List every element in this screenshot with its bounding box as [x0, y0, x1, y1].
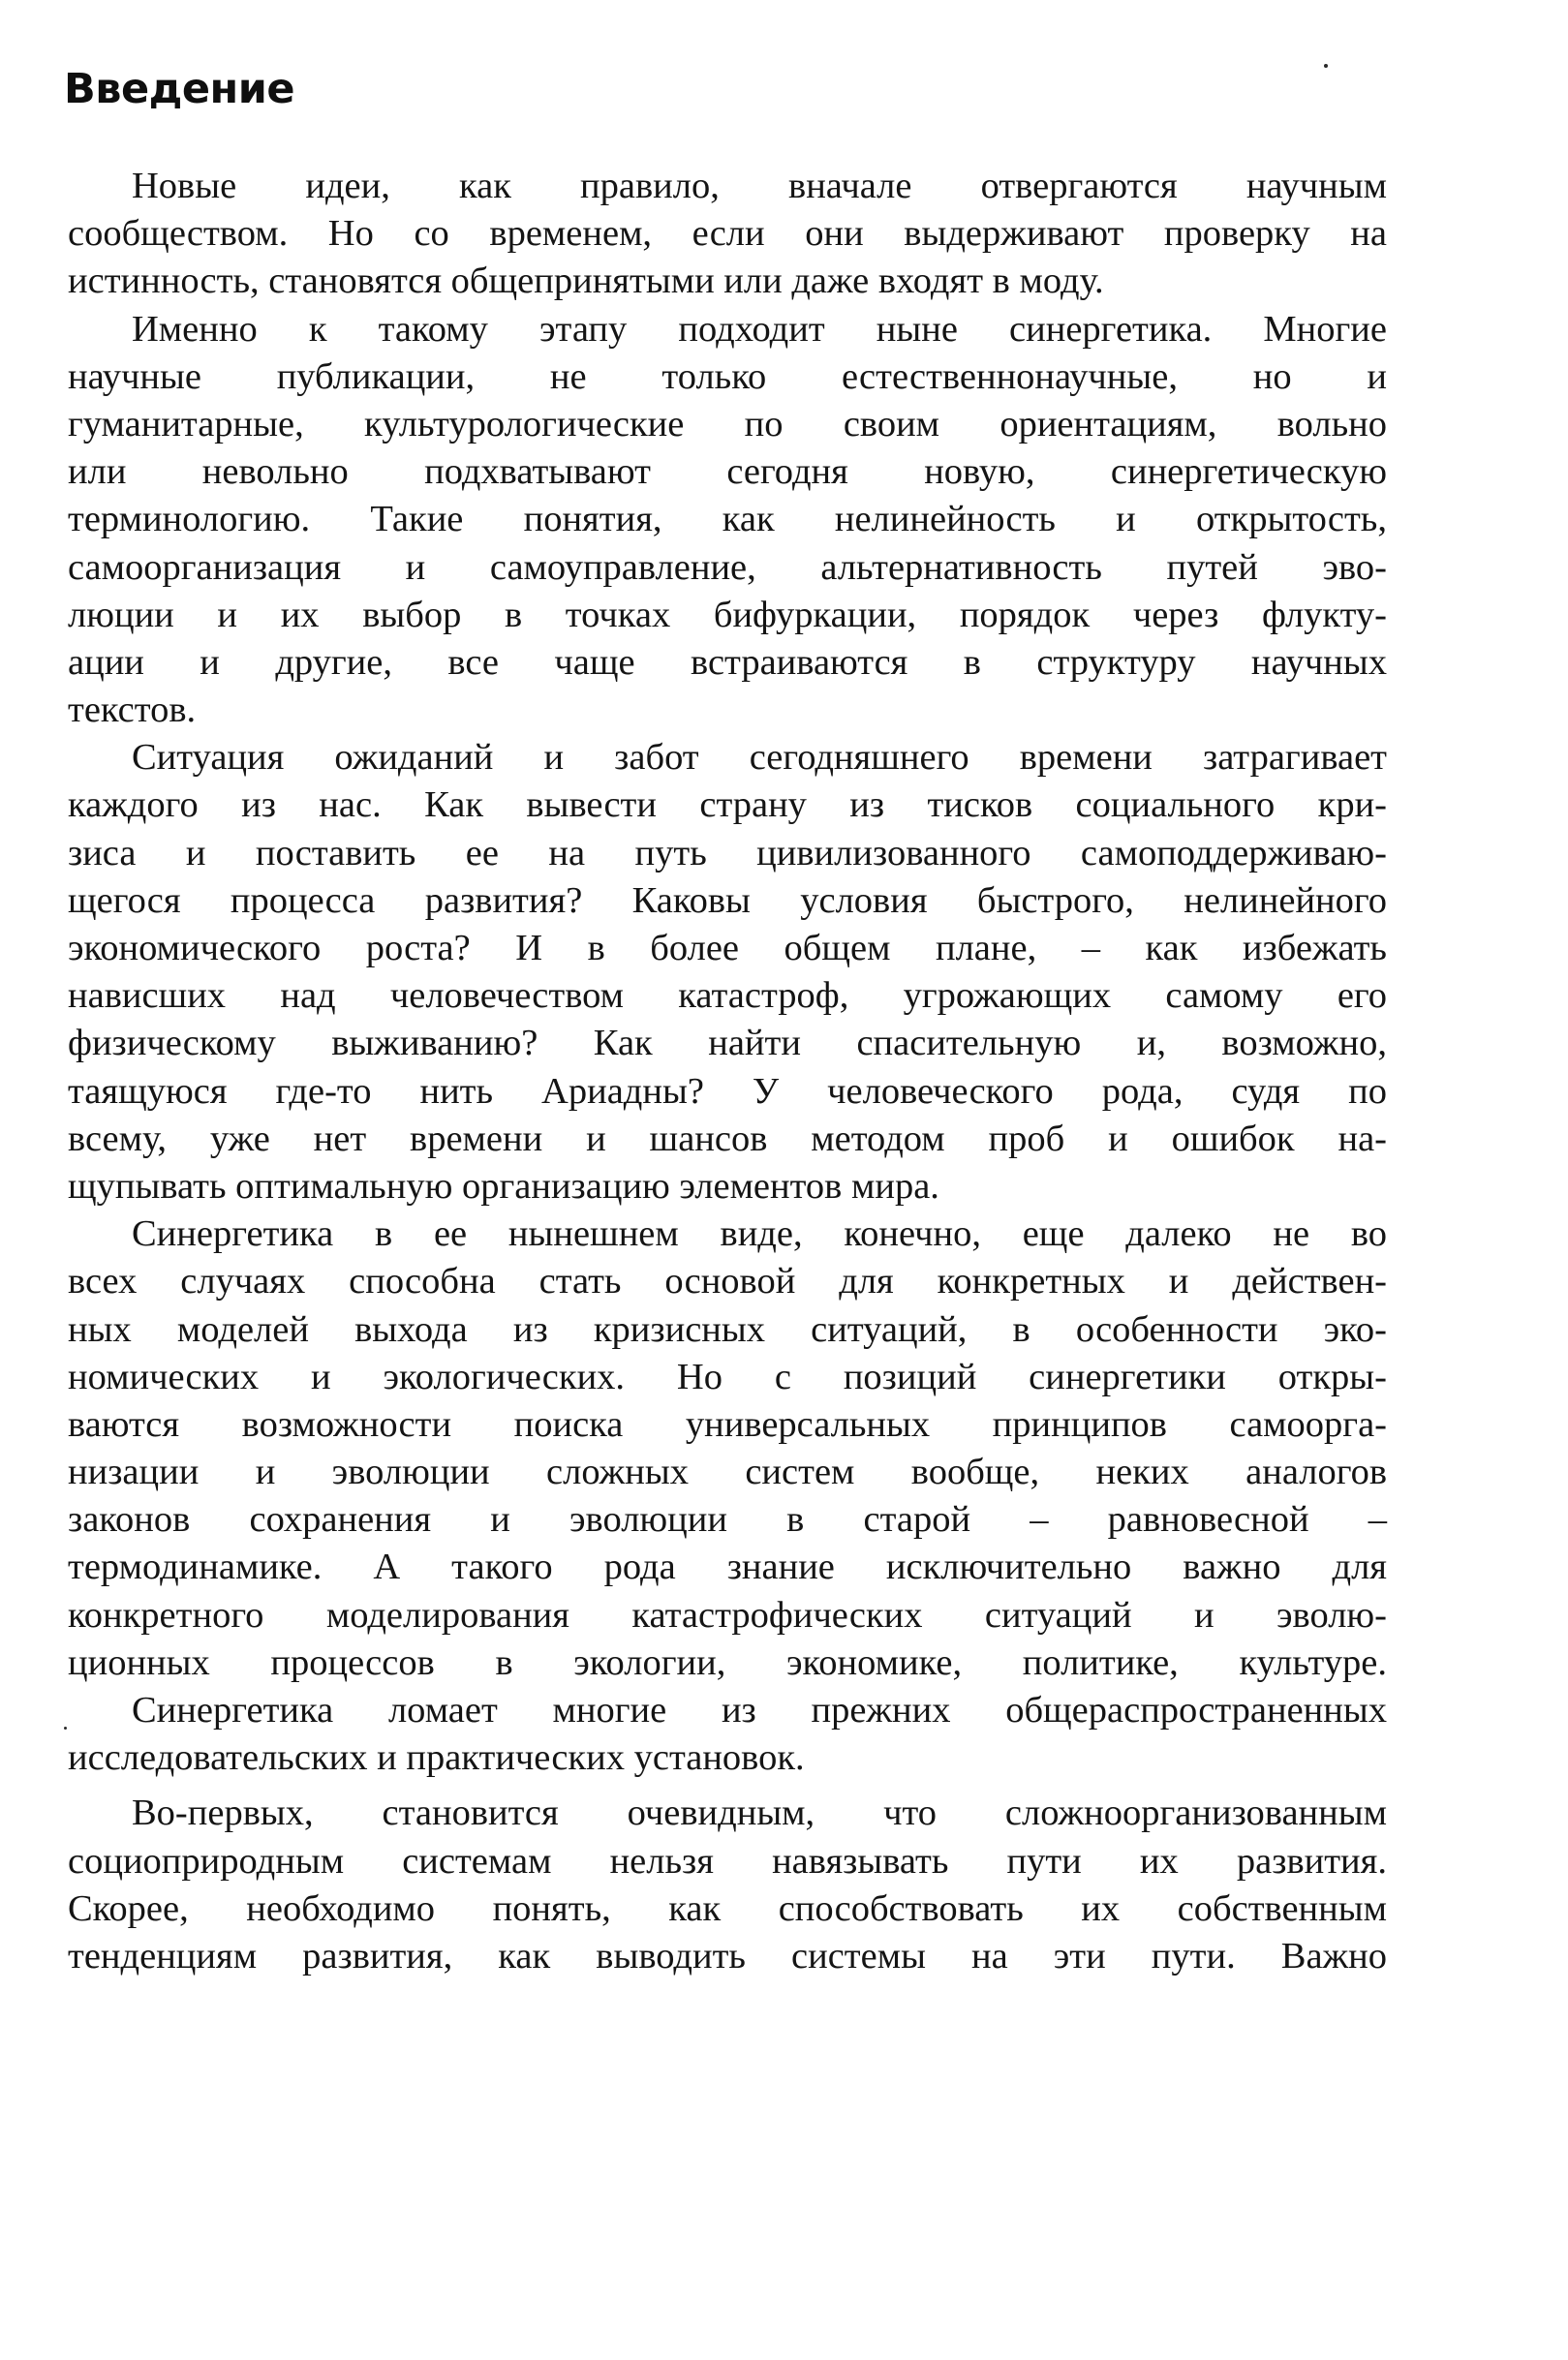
paragraph: [68, 1211, 1387, 1687]
text-line: Во-первых, становится очевидным, что сложноорганизованным: [132, 1793, 1387, 1834]
text-line: щегося процесса развития? Каковы условия быстрого, нелинейного: [68, 879, 1387, 921]
text-line: люции и их выбор в точках бифуркации, порядок через флукту-: [68, 594, 1387, 635]
text-line: исследовательских и практических установок.: [68, 1737, 805, 1779]
text-line: Новые идеи, как правило, вначале отвергаются научным: [132, 166, 1387, 206]
paragraph-gap: [68, 1782, 1387, 1790]
body-text: [68, 163, 1387, 1980]
text-line: социоприродным системам нельзя навязывать пути их развития.: [68, 1840, 1387, 1882]
paragraph: [68, 306, 1387, 735]
text-line: Ситуация ожиданий и забот сегодняшнего времени затрагивает: [132, 737, 1387, 779]
paragraph: [68, 734, 1387, 1211]
text-line: низации и эволюции сложных систем вообще, неких аналогов: [68, 1452, 1387, 1493]
text-line: зиса и поставить ее на путь цивилизованного самоподдерживаю-: [68, 832, 1387, 874]
text-line: Именно к такому этапу подходит ныне синергетика. Многие: [132, 308, 1387, 350]
text-line: конкретного моделирования катастрофических ситуаций и эволю-: [68, 1594, 1387, 1636]
text-line: самоорганизация и самоуправление, альтернативность путей эво-: [68, 546, 1387, 588]
text-line: Скорее, необходимо понять, как способствовать их собственным: [68, 1887, 1387, 1929]
text-line: щупывать оптимальную организацию элементов мира.: [68, 1165, 939, 1207]
text-line: тенденциям развития, как выводить системы на эти пути. Важно: [68, 1935, 1387, 1977]
text-line: ваются возможности поиска универсальных принципов самоорга-: [68, 1403, 1387, 1445]
scan-speck: [1324, 64, 1328, 68]
text-line: таящуюся где-то нить Ариадны? У человеческого рода, судя по: [68, 1070, 1387, 1112]
text-line: нависших над человечеством катастроф, угрожающих самому его: [68, 975, 1387, 1017]
text-line: экономического роста? И в более общем плане, – как избежать: [68, 928, 1387, 968]
text-line: гуманитарные, культурологические по своим ориентациям, вольно: [68, 403, 1387, 444]
text-line: термодинамике. А такого рода знание исключительно важно для: [68, 1547, 1387, 1588]
text-line: законов сохранения и эволюции в старой – равновесной –: [68, 1499, 1387, 1541]
text-line: всему, уже нет времени и шансов методом проб и ошибок на-: [68, 1118, 1387, 1159]
text-line: физическому выживанию? Как найти спасительную и, возможно,: [68, 1023, 1387, 1064]
scan-speck: [64, 1727, 67, 1730]
text-line: ации и другие, все чаще встраиваются в структуру научных: [68, 641, 1387, 683]
section-heading: Введение: [64, 65, 295, 113]
text-line: номических и экологических. Но с позиций синергетики откры-: [68, 1356, 1387, 1397]
text-line: всех случаях способна стать основой для конкретных и действен-: [68, 1261, 1387, 1303]
paragraph: [68, 1687, 1387, 1782]
text-line: терминологию. Такие понятия, как нелинейность и открытость,: [68, 499, 1387, 540]
text-line: Синергетика в ее нынешнем виде, конечно, еще далеко не во: [132, 1213, 1387, 1255]
text-line: истинность, становятся общепринятыми или даже входят в моду.: [68, 261, 1104, 302]
text-line: ционных процессов в экологии, экономике, политике, культуре.: [68, 1641, 1387, 1683]
text-line: текстов.: [68, 690, 197, 731]
text-line: научные публикации, не только естественнонаучные, но и: [68, 355, 1387, 397]
text-line: каждого из нас. Как вывести страну из тисков социального кри-: [68, 784, 1387, 826]
text-line: Синергетика ломает многие из прежних общераспространенных: [132, 1690, 1387, 1731]
paragraph: [68, 163, 1387, 306]
text-line: или невольно подхватывают сегодня новую, синергетическую: [68, 451, 1387, 493]
text-line: сообществом. Но со временем, если они выдерживают проверку на: [68, 213, 1387, 255]
text-line: ных моделей выхода из кризисных ситуаций, в особенности эко-: [68, 1308, 1387, 1350]
paragraph: [68, 1790, 1387, 1980]
